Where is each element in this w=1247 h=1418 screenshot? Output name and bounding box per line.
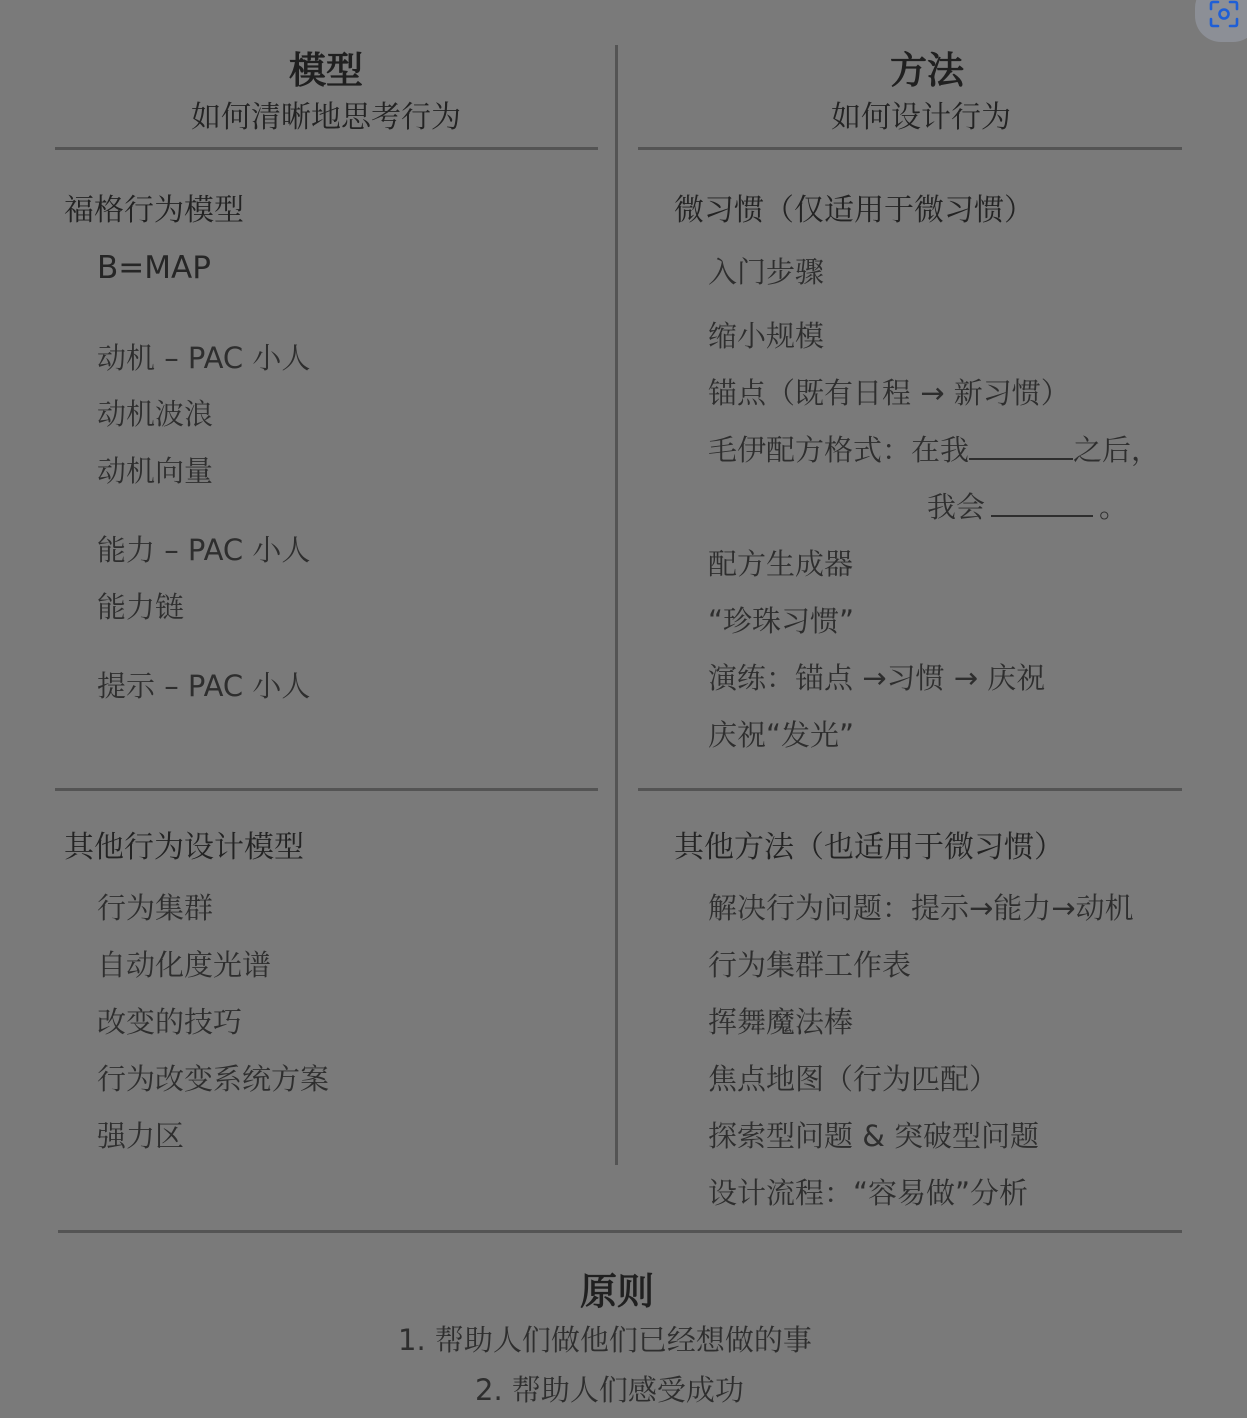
models-subtitle: 如何清晰地思考行为 (191, 100, 461, 135)
other-methods-item: 设计流程：“容易做”分析 (708, 1176, 1029, 1210)
tiny-habits-item: 演练：锚点 →习惯 → 庆祝 (708, 661, 1046, 695)
fogg-item: 能力链 (97, 590, 185, 624)
recipe-prefix: 毛伊配方格式：在我 (708, 433, 970, 467)
fogg-item: 动机波浪 (97, 397, 214, 431)
tiny-habits-item: 庆祝“发光” (708, 718, 855, 752)
fogg-formula: B=MAP (97, 250, 211, 286)
tiny-habits-item: 配方生成器 (708, 547, 854, 581)
other-methods-item: 行为集群工作表 (708, 948, 912, 982)
tiny-habits-item: “珍珠习惯” (708, 604, 855, 638)
other-models-item: 强力区 (97, 1119, 185, 1153)
tiny-habits-item: 入门步骤 (708, 255, 825, 289)
column-divider (615, 45, 618, 1165)
fogg-item: 提示 – PAC 小人 (97, 669, 311, 703)
recipe-line2-prefix: 我会 (927, 490, 986, 524)
principle-item: 2. 帮助人们感受成功 (475, 1373, 744, 1407)
other-methods-item: 焦点地图（行为匹配） (708, 1062, 999, 1096)
recipe-habit-blank (991, 515, 1093, 517)
other-models-item: 行为改变系统方案 (97, 1062, 330, 1096)
recipe-after: 之后， (1073, 433, 1161, 467)
principles-title: 原则 (580, 1270, 654, 1313)
right-middle-rule (638, 788, 1182, 791)
right-header-rule (638, 147, 1182, 150)
recipe-format-line (708, 428, 1160, 469)
tiny-habits-heading: 微习惯（仅适用于微习惯） (674, 193, 1034, 228)
other-models-item: 改变的技巧 (97, 1005, 243, 1039)
fogg-item: 能力 – PAC 小人 (97, 533, 311, 567)
left-header-rule (55, 147, 598, 150)
fogg-item: 动机向量 (97, 454, 214, 488)
other-models-heading: 其他行为设计模型 (64, 830, 304, 865)
other-methods-item: 解决行为问题：提示→能力→动机 (708, 891, 1134, 925)
principle-item: 1. 帮助人们做他们已经想做的事 (398, 1323, 812, 1357)
recipe-anchor-blank (969, 458, 1073, 460)
tiny-habits-item: 缩小规模 (708, 319, 825, 353)
tiny-habits-item: 锚点（既有日程 → 新习惯） (708, 376, 1070, 410)
recipe-end: 。 (1099, 490, 1129, 524)
fogg-model-heading: 福格行为模型 (64, 193, 244, 228)
methods-title: 方法 (890, 49, 964, 92)
screenshot-capture-button[interactable] (1195, 0, 1247, 42)
other-models-item: 行为集群 (97, 891, 214, 925)
models-title: 模型 (289, 49, 363, 92)
recipe-format-line-2 (927, 485, 1128, 526)
bottom-rule (58, 1230, 1182, 1233)
screenshot-capture-icon (1209, 0, 1239, 28)
other-models-item: 自动化度光谱 (97, 948, 272, 982)
fogg-item: 动机 – PAC 小人 (97, 341, 311, 375)
other-methods-item: 挥舞魔法棒 (708, 1005, 854, 1039)
other-methods-item: 探索型问题 & 突破型问题 (708, 1119, 1040, 1153)
left-middle-rule (55, 788, 598, 791)
methods-subtitle: 如何设计行为 (831, 100, 1011, 135)
other-methods-heading: 其他方法（也适用于微习惯） (674, 830, 1064, 865)
